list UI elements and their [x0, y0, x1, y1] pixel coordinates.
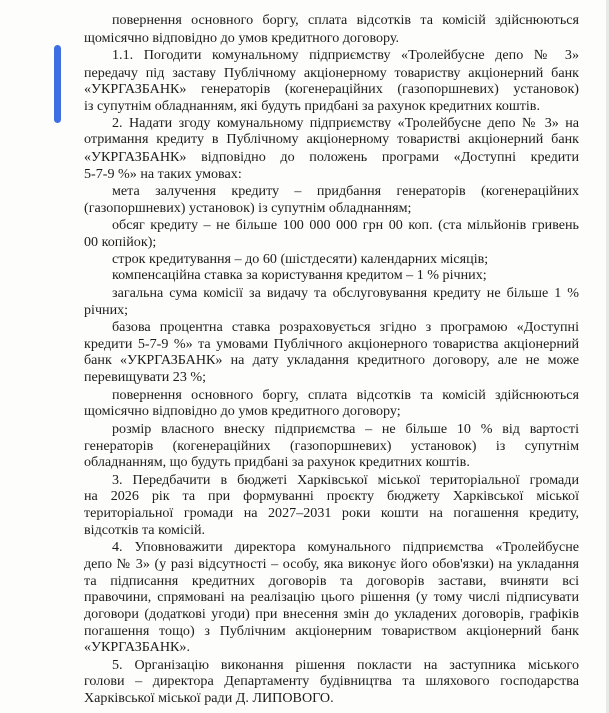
text-line: 5. Організацію виконання рішення покласти на заступника міського	[112, 656, 579, 673]
text-line: (газопоршневих) установок) із супутнім обладнанням;	[84, 199, 412, 216]
text-line: 3. Передбачити в бюджеті Харківської міської територіальної громади	[112, 471, 579, 488]
text-line: територіальної громади на 2027–2031 роки кошти на погашення кредиту,	[84, 505, 579, 521]
text-line: «УКРГАЗБАНК».	[84, 639, 190, 656]
text-line: мета залучення кредиту – придбання генераторів (когенераційних	[112, 183, 579, 200]
text-line: строк кредитування – до 60 (шістдесяти) календарних місяців;	[112, 250, 489, 267]
text-line: депо № 3» (у разі відсутності – особу, яка виконує його обов'язки) на укладання	[84, 555, 579, 572]
text-line: повернення основного боргу, сплата відсотків та комісій здійснюються	[112, 12, 579, 28]
text-line: погашення тощо) з Публічним акціонерним товариством акціонерний банк	[84, 622, 579, 639]
text-line: обсяг кредиту – не більше 100 000 000 грн 00 коп. (ста мільйонів гривень	[112, 217, 579, 234]
text-line: банк «УКРГАЗБАНК» на дату укладання кредитного договору, але не може	[84, 352, 579, 369]
text-line: на 2026 рік та при формуванні проєкту бюджету Харківської міської	[84, 488, 579, 505]
text-line: отримання кредиту в Публічному акціонерному товаристві акціонерний банк	[84, 131, 579, 148]
text-line: щомісячно відповідно до умов кредитного договору;	[84, 403, 401, 420]
text-line: генераторів (когенераційних (газопоршневих) установок) із супутнім	[84, 437, 579, 454]
text-line: 2. Надати згоду комунальному підприємству «Тролейбусне депо № 3» на	[112, 114, 579, 131]
text-line: 4. Уповноважити директора комунального підприємства «Тролейбусне	[112, 539, 579, 556]
text-line: договори (додаткові угоди) при внесення змін до укладених договорів, графіків	[84, 605, 579, 622]
text-line: відсотків та комісій.	[84, 521, 206, 538]
text-line: базова процентна ставка розраховується згідно з програмою «Доступні	[112, 319, 579, 336]
text-line: 00 копійок);	[84, 234, 157, 250]
text-line: правочини, спрямовані на реалізацію цього рішення (у тому числі підписувати	[84, 589, 579, 606]
text-line: «УКРГАЗБАНК» відповідно до положень програми «Доступні кредити	[84, 148, 579, 165]
text-line: загальна сума комісії за видачу та обслуговування кредиту не більше 1 %	[112, 284, 579, 301]
text-line: обладнанням, що будуть придбані за рахунок кредитних коштів.	[84, 454, 470, 471]
text-line: із супутнім обладнанням, які будуть придбані за рахунок кредитних коштів.	[84, 98, 540, 114]
text-line: річних;	[84, 301, 129, 318]
text-line: Харківської міської ради Д. ЛИПОВОГО.	[84, 690, 334, 706]
text-line: повернення основного боргу, сплата відсотків та комісій здійснюються	[112, 386, 579, 403]
text-line: 1.1. Погодити комунальному підприємству «Тролейбусне депо № 3»	[112, 47, 579, 64]
text-line: 5-7-9 %» на таких умовах:	[84, 165, 242, 182]
text-line: розмір власного внеску підприємства – не більше 10 % від вартості	[112, 420, 579, 437]
text-line: кредити 5-7-9 %» та умовами Публічного акціонерного товариства акціонерний	[84, 335, 579, 352]
text-line: «УКРГАЗБАНК» генераторів (когенераційних (газопоршневих) установок)	[84, 81, 579, 98]
text-line: передачу під заставу Публічному акціонерному товариству акціонерний банк	[84, 64, 579, 81]
text-line: голови – директора Департаменту будівництва та шляхового господарства	[84, 673, 579, 690]
text-line: компенсаційна ставка за користування кредитом – 1 % річних;	[112, 267, 487, 284]
text-line: щомісячно відповідно до умов кредитного договору.	[84, 29, 400, 46]
text-line: перевищувати 23 %;	[84, 369, 207, 385]
text-line: та підписання кредитних договорів та договорів застави, вчиняти всі	[84, 572, 579, 589]
